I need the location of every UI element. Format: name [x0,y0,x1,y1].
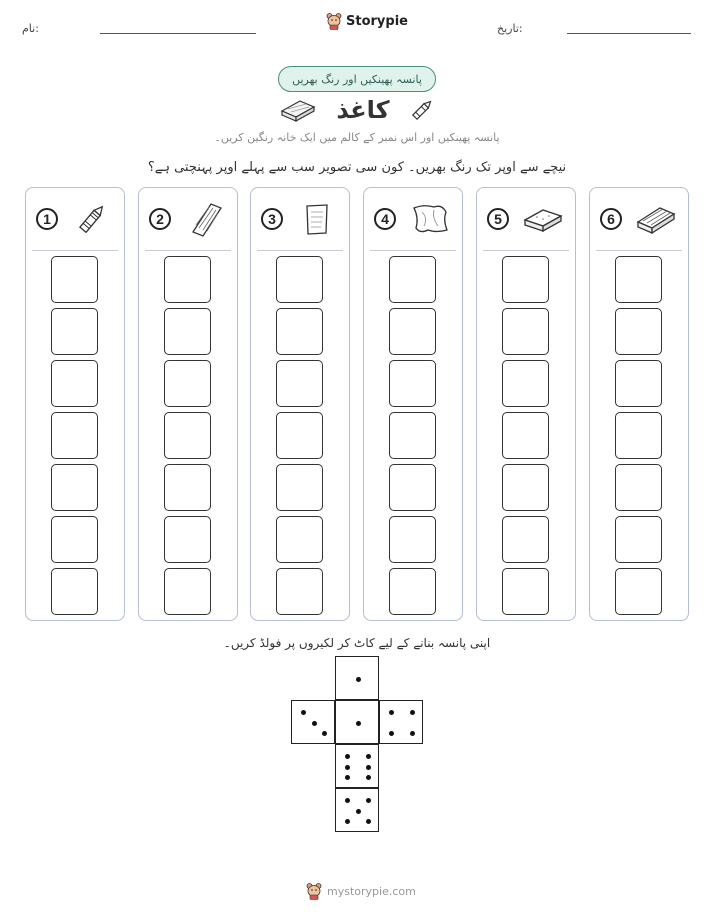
paper-sheet-icon [297,200,337,238]
color-cell[interactable] [276,464,323,511]
instruction-text: نیچے سے اوپر تک رنگ بھریں۔ کون سی تصویر سب سے پہلے اوپر پہنچتی ہے؟ [147,160,567,175]
color-cell[interactable] [164,568,211,615]
date-label: تاریخ: [497,22,523,35]
column-divider [32,250,118,251]
color-cell[interactable] [51,360,98,407]
tissue-icon [410,200,450,238]
color-cell[interactable] [502,412,549,459]
footer [306,882,416,900]
wood-plank-icon [636,200,676,238]
eraser-block-icon [523,200,563,238]
color-cell[interactable] [51,256,98,303]
column-number: 6 [600,208,622,230]
fold-instruction: اپنی پانسہ بنانے کے لیے کاٹ کر لکیروں پر فولڈ کریں۔ [223,636,491,650]
column-number: 5 [487,208,509,230]
color-cell[interactable] [389,360,436,407]
color-cell[interactable] [615,412,662,459]
footer-url: mystorypie.com [327,884,416,898]
dice-pip [322,731,327,736]
column-divider [596,250,682,251]
column-header [251,188,349,250]
dice-face-below [335,744,379,788]
eraser-block-icon [278,97,318,123]
dice-face-center [335,700,379,744]
dice-pip [345,765,350,770]
color-cell[interactable] [51,308,98,355]
color-cell[interactable] [276,412,323,459]
color-cell[interactable] [164,256,211,303]
color-cell[interactable] [502,516,549,563]
crayon-icon [72,200,112,238]
column-divider [483,250,569,251]
subtitle: پانسہ پھینکیں اور اس نمبر کے کالم میں ایک خانہ رنگین کریں۔ [214,131,500,144]
column-header [477,188,575,250]
dice-pip [356,677,361,682]
color-cell[interactable] [502,308,549,355]
column-number: 4 [374,208,396,230]
color-cell[interactable] [389,464,436,511]
dice-face-left [291,700,335,744]
column-2 [138,187,238,621]
crayon-icon [408,96,436,124]
dice-pip [366,798,371,803]
activity-badge [278,66,436,92]
color-cell[interactable] [276,256,323,303]
name-label: نام: [22,22,39,35]
dice-pip [366,819,371,824]
column-6 [589,187,689,621]
color-cell[interactable] [615,464,662,511]
dice-pip [301,710,306,715]
cardboard-icon [185,200,225,238]
color-cell[interactable] [615,308,662,355]
page-title: کاغذ [336,96,390,124]
color-cell[interactable] [51,516,98,563]
column-header [364,188,462,250]
color-cell[interactable] [276,308,323,355]
dice-face-right [379,700,423,744]
dice-pip [356,721,361,726]
column-number: 1 [36,208,58,230]
dice-pip [345,775,350,780]
color-cell[interactable] [164,516,211,563]
color-cell[interactable] [615,516,662,563]
date-line [567,33,691,34]
color-cell[interactable] [615,568,662,615]
color-cell[interactable] [389,308,436,355]
bear-mascot-icon [326,12,342,30]
column-3 [250,187,350,621]
dice-pip [366,754,371,759]
column-header [26,188,124,250]
color-cell[interactable] [51,464,98,511]
color-cell[interactable] [389,256,436,303]
color-cell[interactable] [389,516,436,563]
dice-pip [410,731,415,736]
dice-face-bottom [335,788,379,832]
color-cell[interactable] [276,568,323,615]
storypie-logo [326,12,408,30]
color-cell[interactable] [389,568,436,615]
dice-face-top [335,656,379,700]
color-cell[interactable] [276,516,323,563]
color-cell[interactable] [615,360,662,407]
logo-text: Storypie [346,13,408,29]
column-4 [363,187,463,621]
color-cell[interactable] [164,308,211,355]
title-row [0,94,714,126]
dice-pip [356,809,361,814]
bear-mascot-icon [306,882,322,900]
dice-pip [389,710,394,715]
dice-pip [312,721,317,726]
color-cell[interactable] [502,464,549,511]
column-header [590,188,688,250]
dice-pip [345,798,350,803]
column-number: 3 [261,208,283,230]
color-cell[interactable] [164,464,211,511]
color-cell[interactable] [51,568,98,615]
color-cell[interactable] [389,412,436,459]
color-cell[interactable] [51,412,98,459]
color-cell[interactable] [615,256,662,303]
column-divider [370,250,456,251]
dice-pip [345,754,350,759]
dice-pip [345,819,350,824]
column-header [139,188,237,250]
column-1 [25,187,125,621]
dice-pip [389,731,394,736]
color-cell[interactable] [502,360,549,407]
color-cell[interactable] [502,256,549,303]
name-line [100,33,256,34]
column-divider [257,250,343,251]
dice-pip [366,775,371,780]
color-cell[interactable] [276,360,323,407]
color-cell[interactable] [502,568,549,615]
column-divider [145,250,231,251]
column-number: 2 [149,208,171,230]
dice-pip [410,710,415,715]
color-cell[interactable] [164,360,211,407]
dice-pip [366,765,371,770]
color-cell[interactable] [164,412,211,459]
column-5 [476,187,576,621]
badge-text: پانسہ پھینکیں اور رنگ بھریں [292,72,422,86]
